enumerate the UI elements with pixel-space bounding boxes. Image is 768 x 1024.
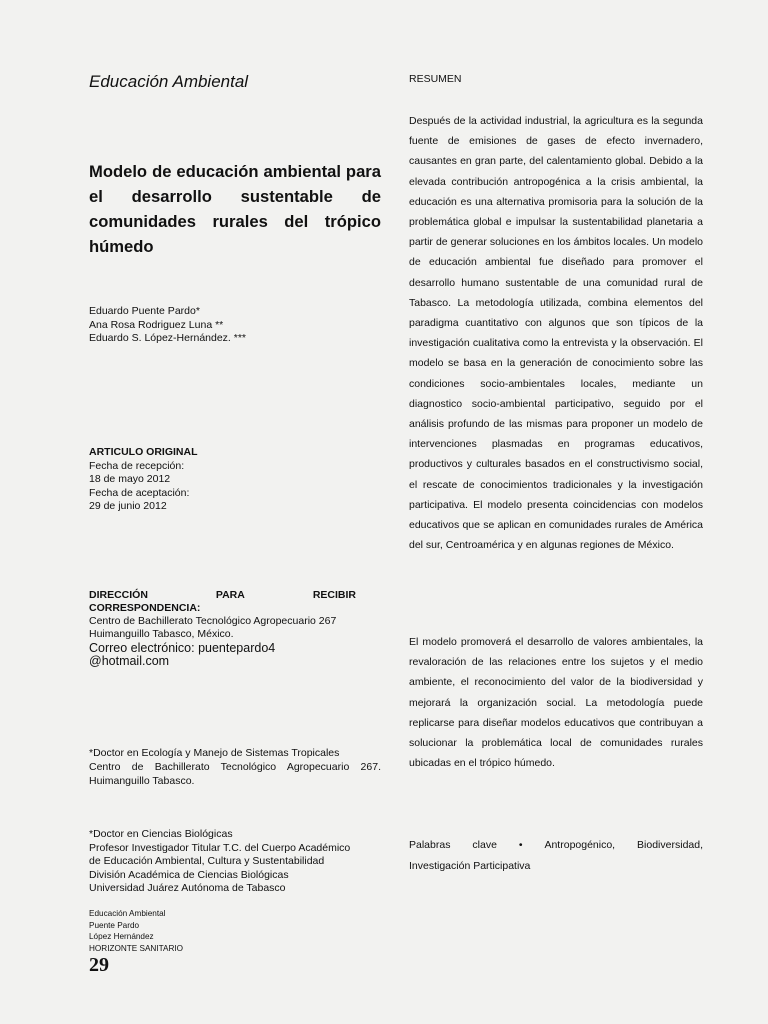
keywords — [409, 835, 703, 877]
abstract-paragraph-2: El modelo promoverá el desarrollo de valores ambientales, la revaloración de las relaciones entre los sujetos y el medio ambiente, el reconocimiento del valor de la biodiversidad y mejorará la organización social. La metodología puede replicarse para diseñar modelos educativos que contribuyan a solucionar la problemática local de comunidades rurales ubicadas en el trópico húmedo. — [409, 636, 703, 770]
article-info — [89, 446, 198, 514]
accepted-date: 29 de junio 2012 — [89, 500, 167, 512]
article-type: ARTICULO ORIGINAL — [89, 446, 198, 458]
correspondence-block — [89, 589, 356, 668]
keyword-2: Biodiversidad, — [637, 839, 703, 851]
correspondence-heading: DIRECCIÓN PARA RECIBIR — [89, 589, 356, 601]
correspondence-address-2: Huimanguillo Tabasco, México. — [89, 628, 234, 640]
keyword-3: Investigación Participativa — [409, 860, 531, 872]
keywords-label: Palabras — [409, 839, 451, 851]
correspondence-address-1: Centro de Bachillerato Tecnológico Agropecuario 267 — [89, 615, 337, 627]
author-2: Ana Rosa Rodriguez Luna ** — [89, 318, 224, 331]
received-date: 18 de mayo 2012 — [89, 473, 171, 485]
keywords-label-2: clave — [472, 839, 497, 851]
author-note-1: *Doctor en Ecología y Manejo de Sistemas Tropicales Centro de Bachillerato Tecnológico Agropecuario 267. Huimanguillo Tabasco. — [89, 747, 381, 787]
journal-name: Educación Ambiental — [89, 72, 249, 91]
author-list — [89, 305, 246, 346]
author-note-2: *Doctor en Ciencias Biológicas Profesor Investigador Titular T.C. del Cuerpo Académico de Educación Ambiental, Cultura y Sustentabilidad División Académica de Ciencias Biológicas Universidad Juárez Autónoma de Tabasco — [89, 828, 351, 894]
author-3: Eduardo S. López-Hernández. *** — [89, 332, 247, 344]
page-number: 29 — [89, 954, 109, 976]
accepted-label: Fecha de aceptación: — [89, 486, 190, 499]
correspondence-email: Correo electrónico: puentepardo4 @hotmail.com — [89, 641, 276, 668]
correspondence-heading-2: CORRESPONDENCIA: — [89, 602, 201, 614]
author-1: Eduardo Puente Pardo* — [89, 305, 200, 317]
article-title: Modelo de educación ambiental para el desarrollo sustentable de comunidades rurales del trópico húmedo — [89, 162, 381, 256]
abstract-paragraph-1: Después de la actividad industrial, la agricultura es la segunda fuente de emisiones de gases de efecto invernadero, causantes en gran parte, del calentamiento global. Debido a la elevada contribución antropogénica a la crisis ambiental, la educación es una alternativa promisoria para la solución de la problemática global e impulsar la sustentabilidad planetaria a partir de generar soluciones en los ámbitos locales. Un modelo de educación ambiental fue diseñado para promover el desarrollo humano sustentable de una comunidad rural de Tabasco. La metodología utilizada, combina elementos del paradigma cuantitativo con algunos que son típicos de la investigación cualitativa como la entrevista y la observación. El modelo se basa en la generación de conocimiento sobre las condiciones socio-ambientales locales, mediante un diagnostico socio-ambiental participativo, seguido por el análisis profundo de las mismas para proponer un modelo de intervenciones plasmadas en programas educativos, productivos y culturales basados en el constructivismo social, el rescate de conocimientos tradicionales y la investigación participativa. El modelo presenta coincidencias con modelos educativos que se aplican en comunidades rurales de América del sur, Centroamérica y en algunas regiones de México. — [409, 115, 703, 552]
page-footer: Educación Ambiental Puente Pardo López Hernández HORIZONTE SANITARIO — [89, 909, 184, 953]
abstract-heading: RESUMEN — [409, 73, 462, 85]
keywords-bullet: • — [518, 839, 523, 851]
received-label: Fecha de recepción: — [89, 459, 185, 472]
keyword-1: Antropogénico, — [544, 839, 616, 851]
